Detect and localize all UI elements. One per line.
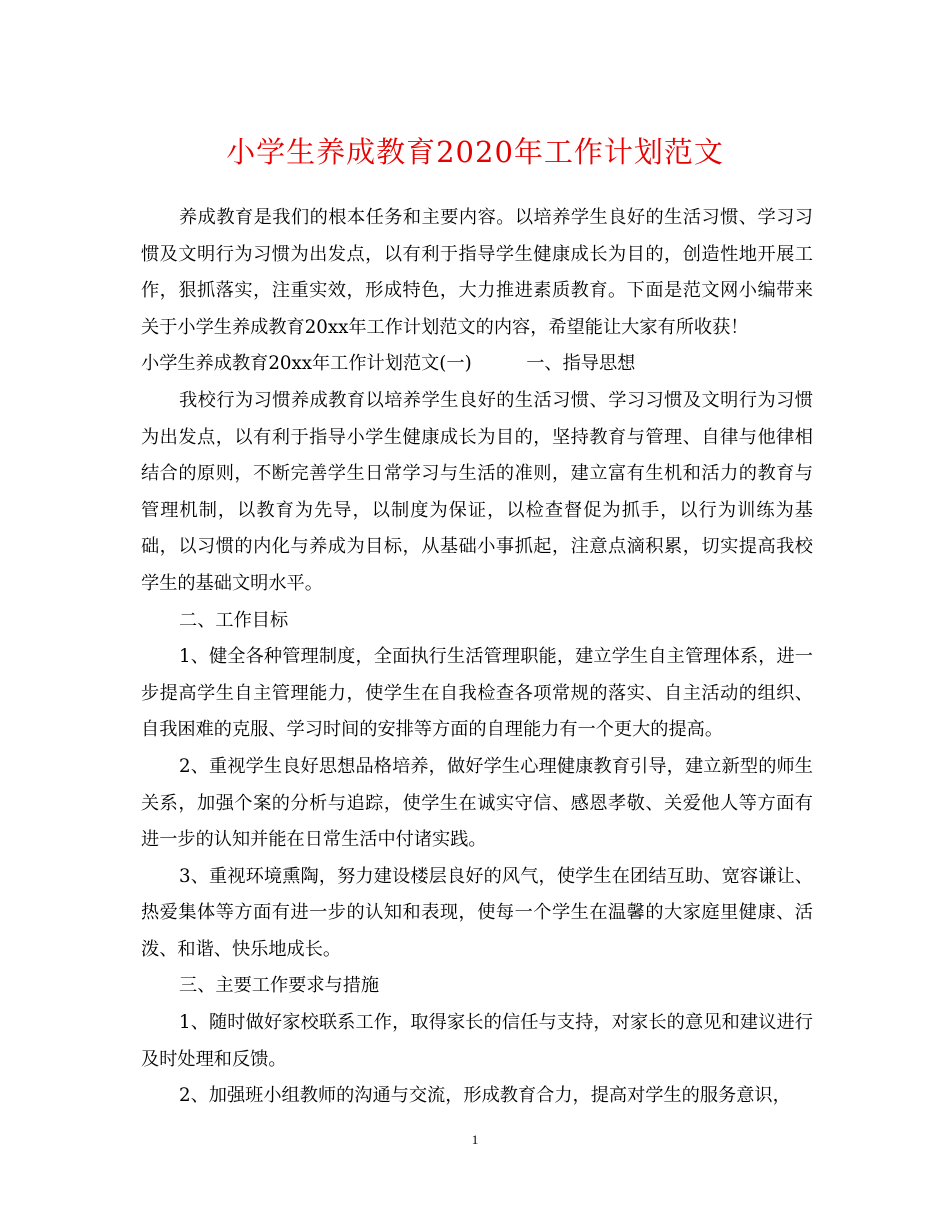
measure-item-1: 1、随时做好家校联系工作，取得家长的信任与支持，对家长的意见和建议进行及时处理和反馈。 [141,1012,813,1070]
document-body [141,200,813,1115]
measure-item-2: 2、加强班小组教师的沟通与交流，形成教育合力，提高对学生的服务意识， [179,1085,791,1107]
intro-paragraph: 养成教育是我们的根本任务和主要内容。以培养学生良好的生活习惯、学习习惯及文明行为习惯为出发点，以有利于指导学生健康成长为目的，创造性地开展工作，狠抓落实，注重实效，形成特色，大力推进素质教育。下面是范文网小编带来关于小学生养成教育20xx年工作计划范文的内容，希望能让大家有所收获！ [141,207,813,338]
section-heading-measures: 三、主要工作要求与措施 [179,975,380,997]
section-heading-goals: 二、工作目标 [179,609,289,631]
section-heading-line: 小学生养成教育20xx年工作计划范文(一) 一、指导思想 [141,353,636,375]
goal-item-3: 3、重视环境熏陶，努力建设楼层良好的风气，使学生在团结互助、宽容谦让、热爱集体等方面有进一步的认知和表现，使每一个学生在温馨的大家庭里健康、活泼、和谐、快乐地成长。 [141,865,813,960]
goal-item-2: 2、重视学生良好思想品格培养，做好学生心理健康教育引导，建立新型的师生关系，加强个案的分析与追踪，使学生在诚实守信、感恩孝敬、关爱他人等方面有进一步的认知并能在日常生活中付诸实践。 [141,755,813,851]
document-title: 小学生养成教育2020年工作计划范文 [226,135,724,169]
page-number: 1 [471,1132,479,1147]
guiding-thought-paragraph: 我校行为习惯养成教育以培养学生良好的生活习惯、学习习惯及文明行为习惯为出发点，以有利于指导小学生健康成长为目的，坚持教育与管理、自律与他律相结合的原则，不断完善学生日常学习与生活的准则，建立富有生机和活力的教育与管理机制，以教育为先导，以制度为保证，以检查督促为抓手，以行为训练为基础，以习惯的内化与养成为目标，从基础小事抓起，注意点滴积累，切实提高我校学生的基础文明水平。 [141,389,813,594]
goal-item-1: 1、健全各种管理制度，全面执行生活管理职能，建立学生自主管理体系，进一步提高学生自主管理能力，使学生在自我检查各项常规的落实、自主活动的组织、自我困难的克服、学习时间的安排等方面的自理能力有一个更大的提高。 [141,646,813,741]
